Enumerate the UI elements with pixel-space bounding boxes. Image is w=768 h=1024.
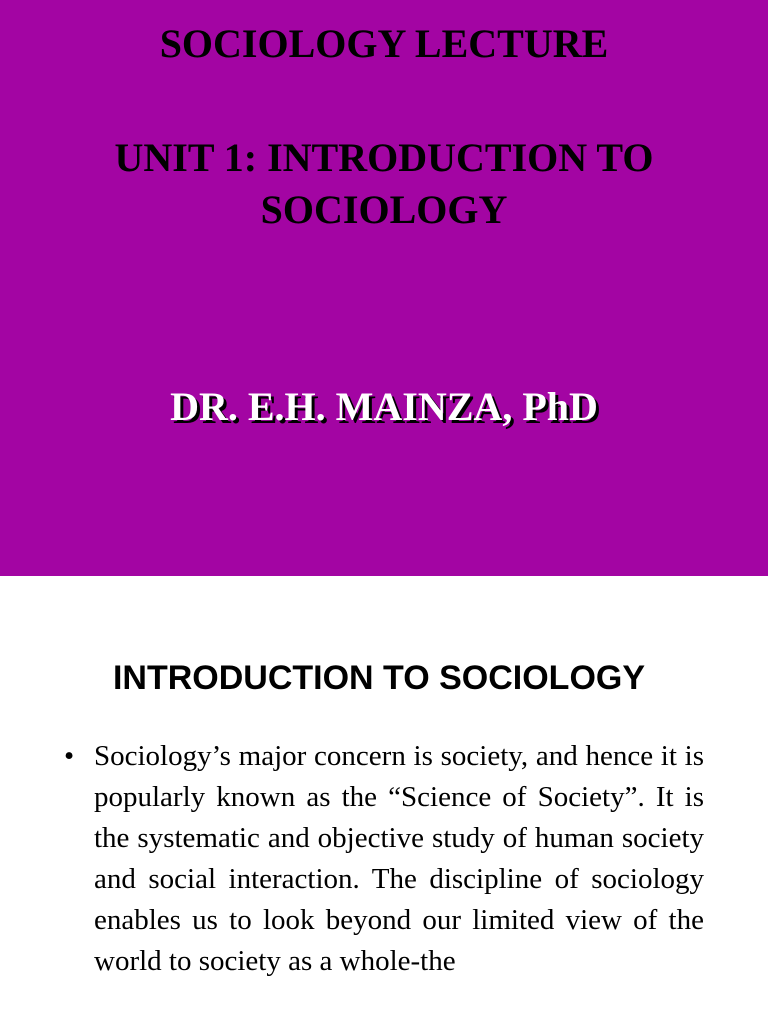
unit-title: UNIT 1: INTRODUCTION TO SOCIOLOGY (114, 135, 654, 232)
slide-heading: INTRODUCTION TO SOCIOLOGY (112, 659, 646, 697)
bullet-text: Sociology’s major concern is society, and hence it is popularly known as the “Science of Society”. It is the systematic and objective study of human society and social interaction. The discipline of sociology enables us to look beyond our limited view of the world to society as a whole-the (94, 740, 704, 977)
list-item (64, 736, 704, 982)
bullet-icon: • (64, 740, 75, 772)
lecture-title: SOCIOLOGY LECTURE (159, 21, 609, 66)
author-name: DR. E.H. MAINZA, PhD (170, 384, 598, 429)
content-slide (0, 576, 768, 1024)
bullet-list (64, 736, 704, 982)
